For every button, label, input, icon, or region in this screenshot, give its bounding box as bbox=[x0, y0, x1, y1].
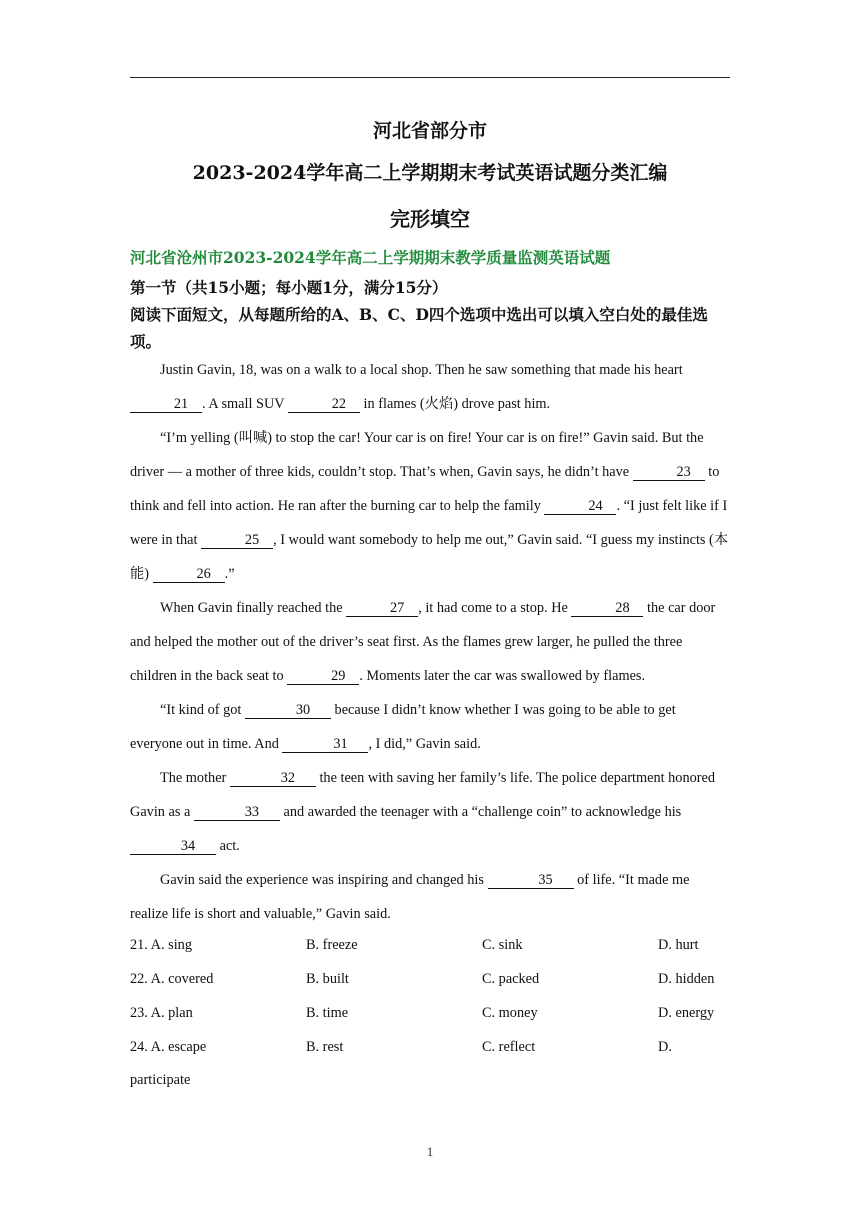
blank-35: 35 bbox=[488, 872, 574, 889]
option-c: C. money bbox=[482, 1005, 538, 1021]
title-exam: 2023-2024学年高二上学期期末考试英语试题分类汇编 bbox=[192, 162, 668, 184]
passage-paragraph: Gavin said the experience was inspiring and changed his 35 of life. “It made me realize life is short and valuable,” Gavin said. bbox=[130, 872, 690, 922]
blank-22: 22 bbox=[288, 396, 360, 413]
option-b: B. built bbox=[306, 971, 349, 987]
option-row-23 bbox=[130, 997, 730, 1031]
passage-paragraph: Justin Gavin, 18, was on a walk to a local shop. Then he saw something that made his heart 21 . A small SUV 22 in flames (火焰) drove past him. bbox=[130, 353, 730, 421]
blank-27: 27 bbox=[346, 600, 418, 617]
blank-21: 21 bbox=[130, 396, 202, 413]
passage-paragraph: The mother 32 the teen with saving her family’s life. The police department honored Gavin as a 33 and awarded the teenager with a “challenge coin” to acknowledge his 34 act. bbox=[130, 770, 716, 854]
section-instruction: 阅读下面短文，从每题所给的A、B、C、D四个选项中选出可以填入空白处的最佳选项。 bbox=[130, 305, 708, 351]
blank-23: 23 bbox=[633, 464, 705, 481]
option-b: B. rest bbox=[306, 1039, 344, 1055]
option-b: B. freeze bbox=[306, 937, 358, 953]
option-row-21 bbox=[130, 929, 730, 963]
blank-24: 24 bbox=[544, 498, 616, 515]
option-c: C. packed bbox=[482, 971, 540, 987]
option-d: D. energy bbox=[658, 1005, 715, 1021]
blank-29: 29 bbox=[287, 668, 359, 685]
title-section-type: 完形填空 bbox=[390, 207, 470, 231]
section-heading: 第一节（共15小题；每小题1分，满分15分） bbox=[130, 278, 448, 297]
option-d-continuation: participate bbox=[130, 1072, 191, 1088]
title-region: 河北省部分市 bbox=[372, 120, 487, 142]
option-a: 23. A. plan bbox=[130, 1005, 193, 1021]
option-row-24 bbox=[130, 1031, 730, 1065]
blank-32: 32 bbox=[230, 770, 316, 787]
passage-paragraph: “I’m yelling (叫喊) to stop the car! Your car is on fire! Your car is on fire!” Gavin said. But the driver — a mother of three kids, couldn’t stop. That’s when, Gavin says, he didn’t have 23 to think and fell into action. He ran after the burning car to help the family 24 . “I just felt like if I were in that 25 , I would want somebody to help me out,” Gavin said. “I guess my instincts (本能) 26 .” bbox=[130, 430, 729, 582]
option-a: 24. A. escape bbox=[130, 1039, 207, 1055]
blank-28: 28 bbox=[571, 600, 643, 617]
options-list bbox=[130, 929, 730, 1065]
blank-26: 26 bbox=[153, 566, 225, 583]
blank-33: 33 bbox=[194, 804, 280, 821]
passage-paragraph: “It kind of got 30 because I didn’t know whether I was going to be able to get everyone out in time. And 31 , I did,” Gavin said. bbox=[130, 702, 676, 752]
header-rule bbox=[130, 77, 730, 78]
blank-34: 34 bbox=[130, 838, 216, 855]
page-number: 1 bbox=[426, 1144, 434, 1159]
option-d: D. hidden bbox=[658, 971, 715, 987]
option-d: D. hurt bbox=[658, 937, 699, 953]
passage-paragraph: When Gavin finally reached the 27 , it had come to a stop. He 28 the car door and helped the mother out of the driver’s seat first. As the flames grew larger, he pulled the three children in the back seat to 29 . Moments later the car was swallowed by flames. bbox=[130, 600, 716, 684]
blank-31: 31 bbox=[282, 736, 368, 753]
option-c: C. reflect bbox=[482, 1039, 536, 1055]
option-b: B. time bbox=[306, 1005, 349, 1021]
option-a: 21. A. sing bbox=[130, 937, 192, 953]
blank-25: 25 bbox=[201, 532, 273, 549]
option-row-22 bbox=[130, 963, 730, 997]
option-c: C. sink bbox=[482, 937, 523, 953]
blank-30: 30 bbox=[245, 702, 331, 719]
option-d: D. bbox=[658, 1039, 672, 1055]
option-a: 22. A. covered bbox=[130, 971, 214, 987]
passage bbox=[130, 353, 730, 931]
source-heading: 河北省沧州市2023-2024学年高二上学期期末教学质量监测英语试题 bbox=[130, 248, 611, 267]
